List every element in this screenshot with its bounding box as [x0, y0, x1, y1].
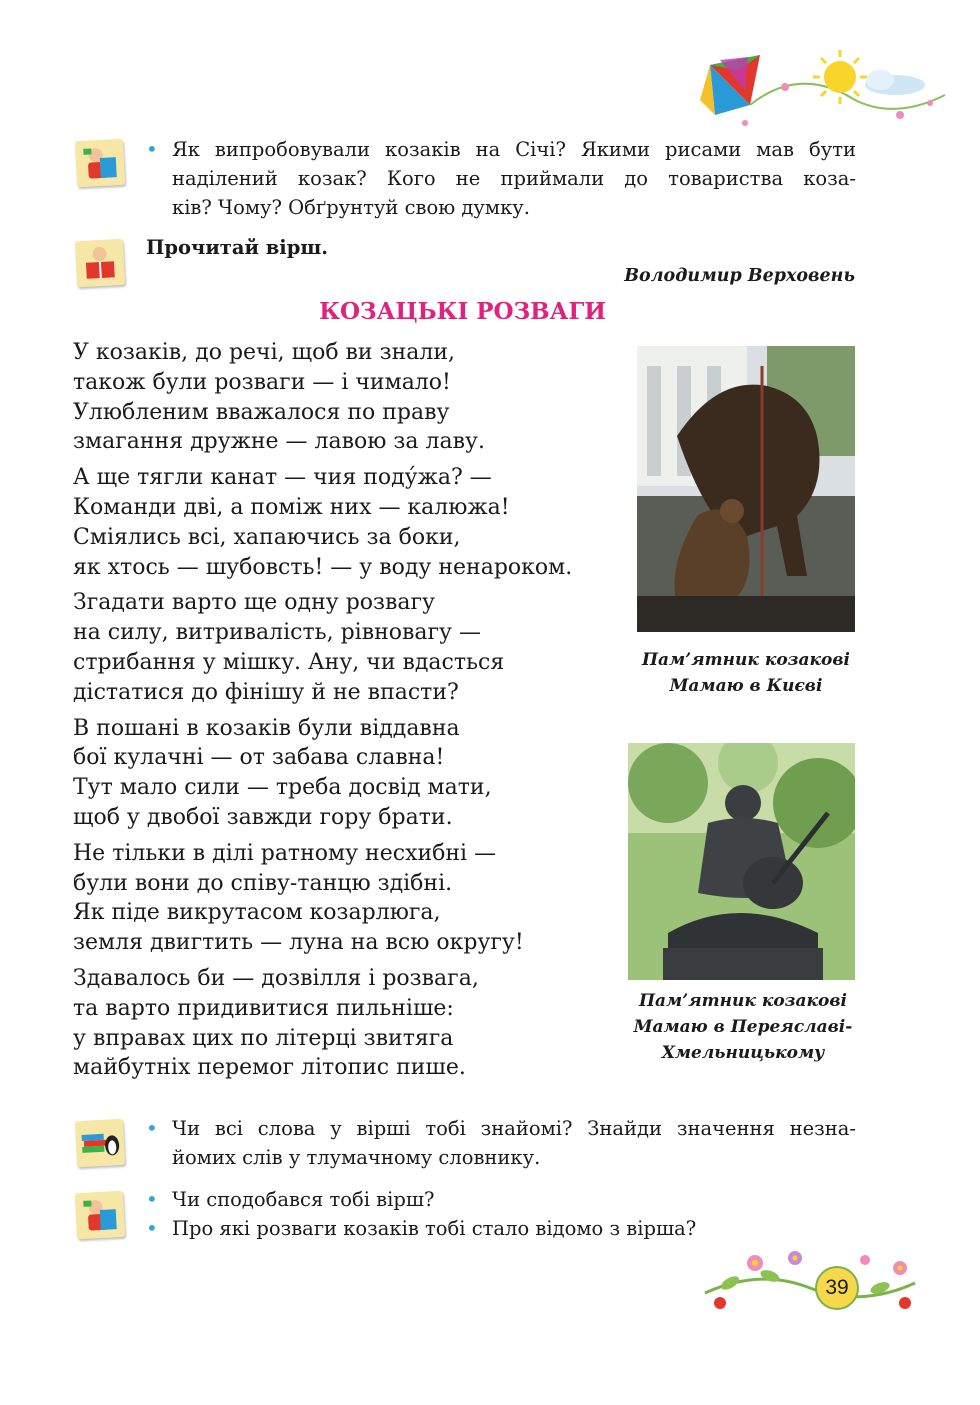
child-with-book-icon: [75, 139, 125, 187]
poem-line: бої кулачні — от забава славна!: [73, 745, 445, 771]
poem-line: У козаків, до речі, щоб ви знали,: [73, 340, 456, 365]
question-2: [146, 1114, 856, 1172]
child-reading-icon: [75, 239, 125, 287]
caption-line: Пам’ятник козакові: [638, 991, 848, 1011]
question-1-line-3: ків? Чому? Обґрунтуй свою думку.: [172, 196, 530, 219]
flower-decoration: [700, 1248, 920, 1318]
question-1-line-2: наділений козак? Кого не приймали до товариства коза-: [172, 167, 856, 190]
poem-line: Згадати варто ще одну розвагу: [73, 590, 435, 616]
bullet-icon: •: [146, 137, 158, 161]
poem-line: Здавалось би — дозвілля і розвага,: [73, 965, 479, 991]
question-2-line-1: Чи всі слова у вірші тобі знайомі? Знайди значення незна-: [172, 1117, 856, 1140]
poem-line: земля двигтить — луна на всю округу!: [73, 930, 524, 956]
stanza: [73, 714, 633, 833]
poem-body: [73, 338, 633, 1089]
poem-line: Сміялись всі, хапаючись за боки,: [73, 524, 461, 550]
bullet-icon: •: [146, 1216, 158, 1240]
poem-author: Володимир Верховень: [624, 266, 855, 286]
poem-line: Тут мало сили — треба досвід мати,: [73, 775, 492, 801]
caption-line: Мамаю в Переяславі-: [633, 1017, 853, 1037]
poem-line: щоб у двобої завжди гору брати.: [73, 804, 453, 830]
stanza: [73, 463, 633, 582]
poem-line: А ще тягли канат — чия поду́жа? —: [73, 465, 492, 491]
stanza: [73, 338, 633, 457]
page-number: 39: [825, 1276, 849, 1299]
bullet-icon: •: [146, 1187, 158, 1211]
poem-line: на силу, витривалість, рівновагу —: [73, 620, 481, 646]
poem-title: КОЗАЦЬКІ РОЗВАГИ: [319, 298, 606, 325]
stanza: [73, 839, 633, 958]
child-with-book-icon: [75, 1191, 125, 1239]
poem-line: були вони до співу-танцю здібні.: [73, 870, 453, 896]
caption-photo-1: [618, 647, 874, 699]
stanza: [73, 588, 633, 707]
question-3-item-2: Про які розваги козаків тобі стало відомо з вірша?: [172, 1217, 697, 1240]
poem-line: В пошані в козаків були віддавна: [73, 715, 460, 741]
poem-line: як хтось — шубовсть! — у воду ненароком.: [73, 554, 573, 580]
caption-line: Пам’ятник козакові: [641, 650, 851, 670]
question-1-line-1: Як випробовували козаків на Січі? Якими рисами мав бути: [172, 138, 856, 161]
question-1: [146, 135, 856, 222]
stanza: [73, 964, 633, 1083]
poem-line: змагання дружне — лавою за лаву.: [73, 429, 485, 455]
bullet-icon: •: [146, 1116, 158, 1140]
poem-line: у вправах цих по літерці звитяга: [73, 1025, 454, 1051]
photo-monument-pereiaslav: [628, 743, 855, 980]
books-penguin-icon: [75, 1119, 125, 1167]
question-3: [146, 1185, 856, 1243]
instruction: Прочитай вірш.: [146, 236, 329, 259]
poem-line: дістатися до фінішу й не впасти?: [73, 679, 459, 705]
poem-line: Не тільки в ділі ратному несхибні —: [73, 840, 497, 866]
poem-line: та варто придивитися пильніше:: [73, 995, 454, 1021]
page-number-badge: [815, 1266, 859, 1310]
kite-sun-decoration: [690, 45, 960, 140]
question-2-line-2: йомих слів у тлумачному словнику.: [172, 1146, 541, 1169]
question-3-item-1: Чи сподобався тобі вірш?: [172, 1188, 435, 1211]
poem-line: майбутніх перемог літопис пише.: [73, 1055, 466, 1081]
poem-line: також були розваги — і чимало!: [73, 369, 451, 395]
caption-line: Хмельницькому: [661, 1043, 825, 1063]
poem-line: Як піде викрутасом козарлюга,: [73, 900, 441, 926]
poem-line: Улюбленим вважалося по праву: [73, 399, 450, 425]
poem-line: Команди дві, а поміж них — калюжа!: [73, 494, 510, 520]
poem-line: стрибання у мішку. Ану, чи вдасться: [73, 649, 505, 675]
caption-photo-2: [612, 988, 874, 1066]
photo-monument-kyiv: [637, 346, 855, 632]
caption-line: Мамаю в Києві: [669, 676, 823, 696]
